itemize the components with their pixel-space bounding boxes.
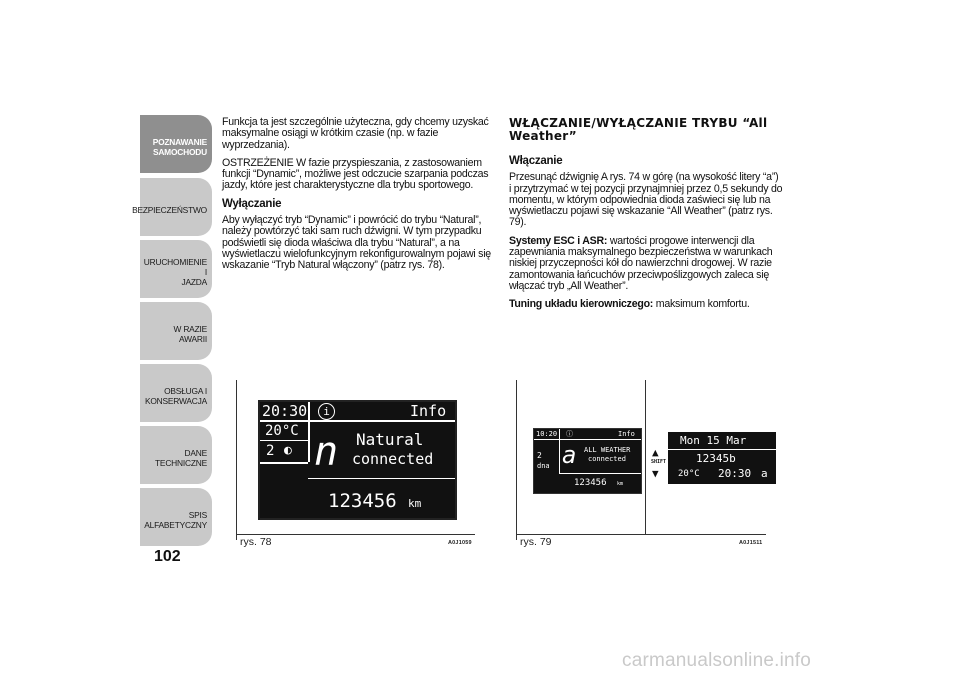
gear-indicator: 2 — [537, 451, 542, 460]
mode-letter: n — [314, 429, 339, 475]
section-title: WŁĄCZANIE/WYŁĄCZANIE TRYBU “All Weather” — [509, 116, 768, 143]
figure-code: A0J1059 — [448, 540, 472, 546]
tab-obsluga-i-konserwacja[interactable]: OBSŁUGA I KONSERWACJA — [140, 364, 212, 422]
paragraph: Aby wyłączyć tryb “Dynamic” i powrócić do trybu “Natural”, należy powtórzyć taki sam ruch dźwigni. W tym przypadku podświetli się dioda właściwa dla trybu “Natural”, a na wyświetlaczu wielofunkcyjnym rekonfigurowalnym pojawi się wskazanie “Tryb Natural włączony” (patrz rys. 78). — [222, 214, 491, 272]
display-natural-mode — [258, 400, 457, 520]
esc-text: wartości progowe interwencji dla zapewniania maksymalnego bezpieczeństwa w warunkach niskiej przyczepności kół do nawierzchni drogowej. W razie zamontowania łańcuchów przeciwpoślizgowych zaleca się włączać tryb „All Weather”. — [509, 234, 773, 292]
temperature-2: 20°C — [678, 469, 700, 479]
date: Mon 15 Mar — [680, 434, 747, 447]
tab-dane-techniczne[interactable]: DANE TECHNICZNE — [140, 426, 212, 484]
tab-bezpieczenstwo[interactable]: BEZPIECZEŃSTWO — [140, 178, 212, 236]
tab-spis-alfabetyczny[interactable]: SPIS ALFABETYCZNY — [140, 488, 212, 546]
shift-label: SHIFT — [651, 459, 667, 465]
info-label: Info — [618, 430, 635, 438]
mode-letter: a — [562, 441, 577, 469]
display-all-weather-mode — [533, 428, 642, 494]
clock: 10:20 — [536, 430, 558, 438]
odometer: 123456 — [328, 490, 397, 512]
tab-w-razie-awarii[interactable]: W RAZIE AWARII — [140, 302, 212, 360]
warning-paragraph: OSTRZEŻENIE W fazie przyspieszania, z zastosowaniem funkcji “Dynamic”, możliwe jest odczucie szarpania podczas jazdy, które jest charakterystyczne dla trybu sportowego. — [222, 156, 489, 192]
figure-border — [236, 534, 475, 535]
headlight-icon: ◐ — [284, 443, 292, 458]
mode-letter-2: a — [761, 467, 768, 480]
figure-code: A0J1511 — [739, 540, 763, 546]
right-column — [509, 117, 783, 318]
odometer: 123456 — [574, 478, 607, 488]
gear-indicator: 2 — [266, 443, 275, 459]
esc-label: Systemy ESC i ASR: — [509, 234, 608, 247]
tab-poznawanie-samochodu[interactable]: POZNAWANIE SAMOCHODU — [140, 115, 212, 173]
display-date-panel — [668, 432, 776, 484]
temperature: 20°C — [265, 423, 299, 439]
figure-caption: rys. 78 — [240, 536, 272, 548]
mode-line-2: connected — [352, 450, 434, 468]
paragraph: Funkcja ta jest szczególnie użyteczna, gdy chcemy uzyskać maksymalne osiągi w krótkim czasie (np. w fazie wyprzedzania). — [222, 116, 489, 151]
mode-line-1: Natural — [356, 430, 424, 449]
page-number: 102 — [154, 548, 181, 565]
paragraph: Przesunąć dźwignię A rys. 74 w górę (na wysokość litery “a”) i przytrzymać w tej pozycji przynajmniej przez 0,5 sekundy do momentu, w którym odpowiednia dioda zaświeci się lub na wyświetlaczu pojawi się wskazanie “All Weather” (patrz rys. 79). — [509, 171, 783, 229]
figure-caption: rys. 79 — [520, 536, 552, 548]
esc-paragraph — [509, 236, 783, 292]
figure-divider — [645, 380, 646, 535]
info-icon: ⓘ — [566, 430, 573, 438]
tab-uruchomienie-i-jazda[interactable]: URUCHOMIENIE I JAZDA — [140, 240, 212, 298]
clock: 20:30 — [262, 402, 308, 420]
watermark: carmanualsonline.info — [622, 650, 812, 671]
figure-border — [236, 380, 237, 540]
tuning-text: maksimum komfortu. — [653, 298, 750, 311]
down-arrow-icon: ▼ — [652, 467, 659, 480]
left-column — [222, 117, 494, 279]
tuning-paragraph — [509, 299, 783, 310]
odometer-2: 12345b — [696, 452, 736, 465]
odometer-unit: km — [617, 481, 624, 487]
clock-2: 20:30 — [718, 467, 752, 480]
odometer-unit: km — [408, 497, 422, 510]
info-icon: i — [318, 403, 335, 420]
section-heading: Włączanie — [509, 155, 563, 167]
figure-border — [516, 380, 517, 540]
info-label: Info — [410, 402, 447, 420]
dna-label: dna — [537, 462, 550, 470]
figure-border — [516, 534, 766, 535]
mode-line-1: ALL WEATHER — [584, 446, 631, 454]
section-heading: Wyłączanie — [222, 197, 282, 210]
tuning-label: Tuning układu kierowniczego: — [509, 298, 654, 311]
mode-line-2: connected — [588, 455, 626, 463]
up-arrow-icon: ▲ — [652, 446, 659, 459]
